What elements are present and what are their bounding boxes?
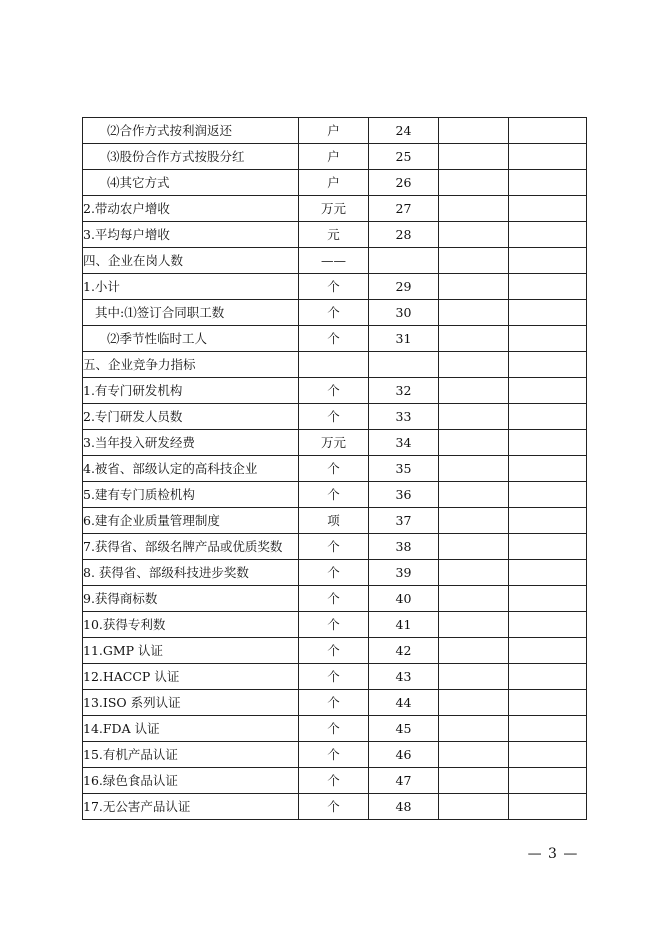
value-cell-empty [439,404,509,430]
indicator-name-cell: 4.被省、部级认定的高科技企业 [83,456,299,482]
table-row [83,456,587,482]
statistics-table [82,117,587,820]
code-cell: 29 [369,274,439,300]
code-cell [369,248,439,274]
code-cell: 28 [369,222,439,248]
code-cell: 47 [369,768,439,794]
unit-cell: 个 [299,742,369,768]
unit-cell: 个 [299,586,369,612]
table-row [83,196,587,222]
value-cell-empty [509,664,587,690]
indicator-name-cell: 15.有机产品认证 [83,742,299,768]
value-cell-empty [439,352,509,378]
code-cell: 44 [369,690,439,716]
indicator-name-cell: 1.有专门研发机构 [83,378,299,404]
value-cell-empty [509,326,587,352]
value-cell-empty [509,638,587,664]
value-cell-empty [439,716,509,742]
value-cell-empty [439,222,509,248]
unit-cell: 元 [299,222,369,248]
code-cell [369,352,439,378]
code-cell: 25 [369,144,439,170]
indicator-name-cell: ⑵季节性临时工人 [83,326,299,352]
unit-cell: 个 [299,482,369,508]
unit-cell: 个 [299,794,369,820]
table-row [83,690,587,716]
value-cell-empty [509,222,587,248]
unit-cell: 个 [299,638,369,664]
table-row [83,560,587,586]
unit-cell: 项 [299,508,369,534]
code-cell: 40 [369,586,439,612]
unit-cell: 万元 [299,196,369,222]
value-cell-empty [509,742,587,768]
value-cell-empty [509,170,587,196]
indicator-name-cell: 14.FDA 认证 [83,716,299,742]
indicator-name-cell: 8. 获得省、部级科技进步奖数 [83,560,299,586]
indicator-name-cell: ⑷其它方式 [83,170,299,196]
unit-cell: 个 [299,404,369,430]
table-row [83,534,587,560]
value-cell-empty [509,274,587,300]
unit-cell: 个 [299,612,369,638]
value-cell-empty [509,196,587,222]
unit-cell: 万元 [299,430,369,456]
unit-cell: 个 [299,560,369,586]
value-cell-empty [439,326,509,352]
table-row [83,794,587,820]
unit-cell: 个 [299,456,369,482]
value-cell-empty [439,794,509,820]
unit-cell [299,352,369,378]
code-cell: 31 [369,326,439,352]
indicator-name-cell: 3.平均每户增收 [83,222,299,248]
table-row [83,664,587,690]
code-cell: 48 [369,794,439,820]
value-cell-empty [509,378,587,404]
code-cell: 35 [369,456,439,482]
value-cell-empty [509,794,587,820]
unit-cell: 个 [299,300,369,326]
indicator-name-cell: 其中:⑴签订合同职工数 [83,300,299,326]
code-cell: 43 [369,664,439,690]
value-cell-empty [509,508,587,534]
unit-cell: 户 [299,118,369,144]
value-cell-empty [439,508,509,534]
unit-cell: 个 [299,274,369,300]
value-cell-empty [509,768,587,794]
indicator-name-cell: 2.带动农户增收 [83,196,299,222]
code-cell: 45 [369,716,439,742]
indicator-name-cell: 11.GMP 认证 [83,638,299,664]
code-cell: 46 [369,742,439,768]
value-cell-empty [439,612,509,638]
page-number: — 3 — [527,846,579,862]
table-row [83,482,587,508]
code-cell: 26 [369,170,439,196]
table-row [83,638,587,664]
value-cell-empty [509,144,587,170]
value-cell-empty [509,118,587,144]
table-row [83,222,587,248]
unit-cell: 个 [299,716,369,742]
indicator-name-cell: 五、企业竞争力指标 [83,352,299,378]
code-cell: 39 [369,560,439,586]
code-cell: 27 [369,196,439,222]
value-cell-empty [439,430,509,456]
code-cell: 34 [369,430,439,456]
code-cell: 38 [369,534,439,560]
value-cell-empty [439,690,509,716]
indicator-name-cell: ⑶股份合作方式按股分红 [83,144,299,170]
table-row [83,430,587,456]
value-cell-empty [509,690,587,716]
table-row [83,508,587,534]
unit-cell: 户 [299,144,369,170]
indicator-name-cell: 3.当年投入研发经费 [83,430,299,456]
value-cell-empty [509,482,587,508]
value-cell-empty [439,378,509,404]
table-row [83,326,587,352]
value-cell-empty [439,170,509,196]
table-row [83,768,587,794]
value-cell-empty [509,612,587,638]
unit-cell: 个 [299,378,369,404]
value-cell-empty [439,300,509,326]
indicator-name-cell: 四、企业在岗人数 [83,248,299,274]
table-row [83,170,587,196]
indicator-name-cell: 9.获得商标数 [83,586,299,612]
value-cell-empty [439,196,509,222]
unit-cell: 户 [299,170,369,196]
table-row [83,144,587,170]
value-cell-empty [509,352,587,378]
table-row [83,716,587,742]
value-cell-empty [439,768,509,794]
indicator-name-cell: 5.建有专门质检机构 [83,482,299,508]
code-cell: 33 [369,404,439,430]
table-row [83,118,587,144]
table-row [83,404,587,430]
unit-cell: 个 [299,768,369,794]
indicator-name-cell: 16.绿色食品认证 [83,768,299,794]
value-cell-empty [509,404,587,430]
indicator-name-cell: 17.无公害产品认证 [83,794,299,820]
value-cell-empty [439,664,509,690]
value-cell-empty [439,248,509,274]
table-row [83,612,587,638]
unit-cell: 个 [299,690,369,716]
code-cell: 42 [369,638,439,664]
value-cell-empty [439,482,509,508]
table-row [83,378,587,404]
code-cell: 30 [369,300,439,326]
value-cell-empty [439,560,509,586]
indicator-name-cell: 6.建有企业质量管理制度 [83,508,299,534]
value-cell-empty [509,430,587,456]
code-cell: 41 [369,612,439,638]
table-row [83,742,587,768]
value-cell-empty [509,248,587,274]
value-cell-empty [509,586,587,612]
value-cell-empty [509,716,587,742]
code-cell: 32 [369,378,439,404]
table-row [83,352,587,378]
value-cell-empty [509,534,587,560]
value-cell-empty [509,300,587,326]
table-row [83,586,587,612]
value-cell-empty [439,456,509,482]
unit-cell: 个 [299,326,369,352]
value-cell-empty [439,144,509,170]
indicator-name-cell: 12.HACCP 认证 [83,664,299,690]
code-cell: 36 [369,482,439,508]
value-cell-empty [439,274,509,300]
value-cell-empty [439,586,509,612]
table-row [83,300,587,326]
code-cell: 37 [369,508,439,534]
indicator-name-cell: 2.专门研发人员数 [83,404,299,430]
value-cell-empty [439,742,509,768]
indicator-name-cell: 1.小计 [83,274,299,300]
table-row [83,274,587,300]
unit-cell: —— [299,248,369,274]
code-cell: 24 [369,118,439,144]
value-cell-empty [439,118,509,144]
statistics-table-body [83,118,587,820]
indicator-name-cell: ⑵合作方式按利润返还 [83,118,299,144]
value-cell-empty [509,456,587,482]
value-cell-empty [509,560,587,586]
value-cell-empty [439,638,509,664]
unit-cell: 个 [299,664,369,690]
indicator-name-cell: 7.获得省、部级名牌产品或优质奖数 [83,534,299,560]
indicator-name-cell: 13.ISO 系列认证 [83,690,299,716]
unit-cell: 个 [299,534,369,560]
value-cell-empty [439,534,509,560]
table-row [83,248,587,274]
indicator-name-cell: 10.获得专利数 [83,612,299,638]
